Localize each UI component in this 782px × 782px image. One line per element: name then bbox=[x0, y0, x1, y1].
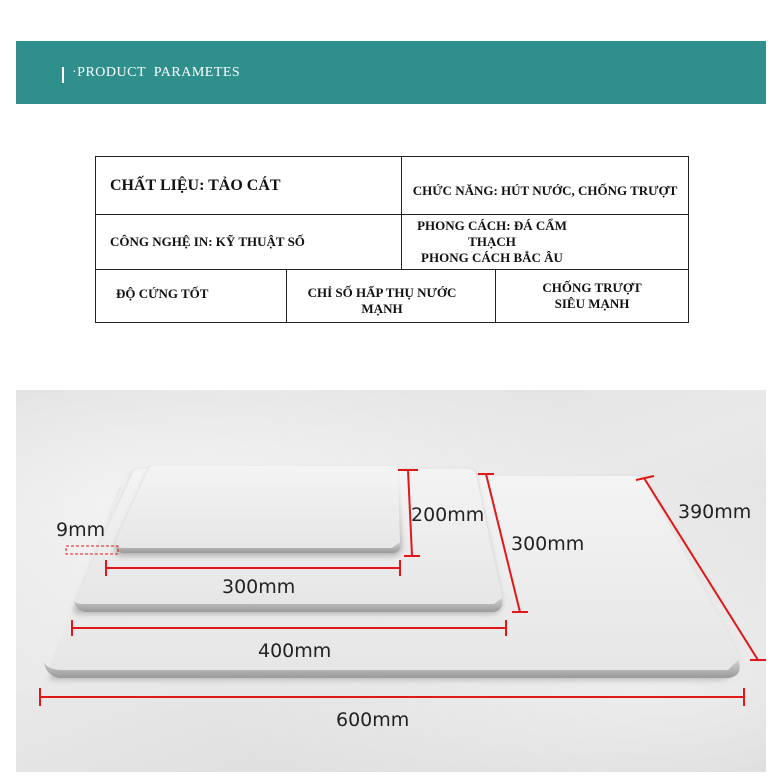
dim-medium-width-label: 400mm bbox=[258, 640, 332, 662]
header-bar-accent bbox=[62, 67, 64, 83]
spec-function-text: CHỨC NĂNG: HÚT NƯỚC, CHỐNG TRƯỢT bbox=[412, 183, 678, 198]
dim-large-width-label: 600mm bbox=[336, 709, 410, 731]
spec-style-line2: PHONG CÁCH BẮC ÂU bbox=[421, 250, 563, 265]
dim-small-depth-label: 200mm bbox=[411, 504, 485, 526]
spec-absorb bbox=[287, 270, 477, 332]
small-mat bbox=[114, 466, 402, 556]
spec-table bbox=[95, 156, 689, 323]
spec-absorb-line2: MẠNH bbox=[361, 301, 403, 316]
dim-small-width-label: 300mm bbox=[222, 576, 296, 598]
spec-hardness bbox=[116, 270, 286, 318]
spec-antislip bbox=[496, 270, 688, 322]
spec-antislip-line1: CHỐNG TRƯỢT bbox=[542, 280, 642, 295]
header-banner bbox=[16, 41, 766, 104]
header-title: ·PRODUCT PARAMETES bbox=[72, 65, 241, 80]
dim-thickness-label: 9mm bbox=[56, 519, 106, 541]
spec-style-line1: PHONG CÁCH: ĐÁ CẨM THẠCH bbox=[417, 218, 567, 249]
spec-antislip-line2: SIÊU MẠNH bbox=[554, 296, 630, 311]
spec-style bbox=[402, 215, 582, 269]
spec-material bbox=[110, 157, 400, 214]
dim-medium-depth-label: 300mm bbox=[511, 533, 585, 555]
spec-material-text: CHẤT LIỆU: TẢO CÁT bbox=[110, 176, 281, 194]
spec-print-tech bbox=[110, 215, 400, 269]
dim-large-depth-label: 390mm bbox=[678, 501, 752, 523]
product-photo bbox=[16, 390, 766, 772]
spec-hardness-text: ĐỘ CỨNG TỐT bbox=[116, 286, 209, 301]
spec-absorb-line1: CHỈ SỐ HẤP THỤ NƯỚC bbox=[307, 285, 457, 300]
spec-print-tech-text: CÔNG NGHỆ IN: KỸ THUẬT SỐ bbox=[110, 234, 305, 249]
